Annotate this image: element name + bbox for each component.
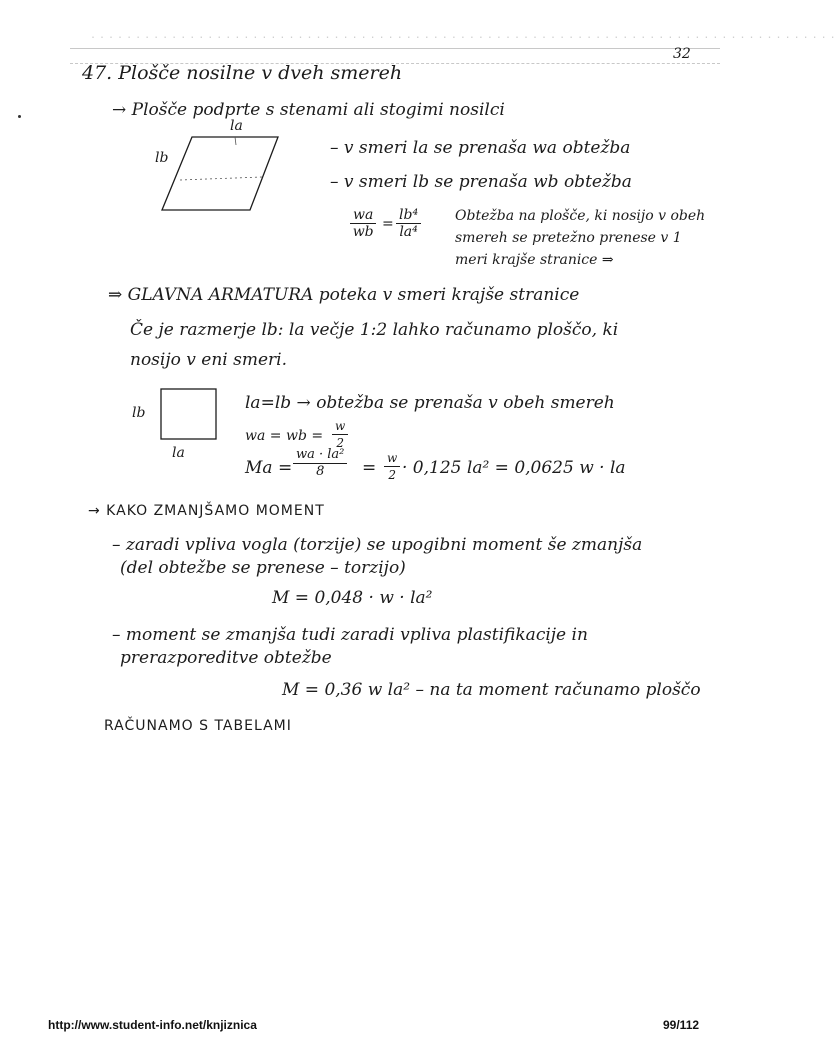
fig2-label-la: la bbox=[172, 445, 185, 461]
moment-formula-2: M = 0,36 w la² – na ta moment računamo ploščo bbox=[282, 680, 701, 700]
ratio-text-1: Če je razmerje lb: la večje 1:2 lahko računamo ploščo, ki bbox=[130, 320, 619, 340]
ratio-rhs-num: lb⁴ bbox=[396, 207, 421, 224]
reduce-moment-heading: → KAKO ZMANJŠAMO MOMENT bbox=[88, 503, 325, 519]
supported-heading: → Plošče podprte s stenami ali stogimi nosilci bbox=[112, 100, 505, 120]
plastic-line-2: prerazporeditve obtežbe bbox=[120, 648, 332, 668]
ratio-lhs-num: wa bbox=[350, 207, 376, 224]
eq-w-lhs: wa = wb = bbox=[245, 428, 324, 444]
moment-formula-1: M = 0,048 · w · la² bbox=[272, 588, 433, 608]
eq-M-rhs: · 0,125 la² = 0,0625 w · la bbox=[402, 458, 626, 478]
eq-M-num: wa · la² bbox=[293, 447, 347, 464]
plate-figure-parallelogram bbox=[150, 125, 290, 215]
eq-M-frac2 bbox=[384, 450, 400, 483]
fig1-label-la: la bbox=[230, 118, 243, 134]
fig2-label-lb: lb bbox=[132, 405, 146, 421]
load-direction-b: – v smeri lb se prenaša wb obtežba bbox=[330, 172, 632, 192]
ratio-rhs-den: la⁴ bbox=[399, 224, 418, 240]
eq-M-den2: 2 bbox=[388, 468, 396, 482]
tables-heading: RAČUNAMO S TABELAMI bbox=[104, 718, 292, 734]
load-direction-a: – v smeri la se prenaša wa obtežba bbox=[330, 138, 631, 158]
eq-w-num: w bbox=[332, 418, 348, 435]
eq-M-frac bbox=[293, 447, 347, 480]
ratio-eq: = bbox=[382, 216, 394, 232]
ratio-note-3: meri krajše stranice ⇒ bbox=[455, 252, 614, 268]
margin-dot bbox=[18, 115, 21, 118]
plate-figure-square bbox=[160, 388, 220, 448]
torsion-line-1: – zaradi vpliva vogla (torzije) se upogibni moment še zmanjša bbox=[112, 535, 643, 555]
eq-M-mid: = bbox=[362, 458, 377, 478]
footer-url[interactable]: http://www.student-info.net/knjiznica bbox=[48, 1018, 257, 1032]
ratio-note-1: Obtežba na plošče, ki nosijo v obeh bbox=[455, 208, 706, 224]
header-rule bbox=[70, 48, 720, 49]
eq-M-den: 8 bbox=[316, 464, 325, 479]
torsion-line-2: (del obtežbe se prenese – torzijo) bbox=[120, 558, 406, 578]
ratio-rhs bbox=[396, 207, 421, 240]
page-number: 32 bbox=[673, 46, 691, 62]
ratio-text-2: nosijo v eni smeri. bbox=[130, 350, 287, 370]
eq-w-den: 2 bbox=[336, 436, 344, 450]
equal-sides-text: la=lb → obtežba se prenaša v obeh smereh bbox=[245, 393, 615, 413]
faded-header-text: ................................................................................... bbox=[90, 30, 839, 41]
fig1-label-lb: lb bbox=[155, 150, 169, 166]
footer-page: 99/112 bbox=[663, 1018, 700, 1032]
section-title: 47. Plošče nosilne v dveh smereh bbox=[82, 62, 403, 84]
eq-M-lhs: Ma = bbox=[245, 458, 293, 478]
eq-M-num2: w bbox=[384, 450, 400, 467]
plastic-line-1: – moment se zmanjša tudi zaradi vpliva plastifikacije in bbox=[112, 625, 588, 645]
ratio-lhs bbox=[350, 207, 376, 240]
ratio-note-2: smereh se pretežno prenese v 1 bbox=[455, 230, 682, 246]
main-reinforcement: ⇒ GLAVNA ARMATURA poteka v smeri krajše stranice bbox=[108, 285, 580, 305]
ratio-lhs-den: wb bbox=[352, 224, 374, 240]
